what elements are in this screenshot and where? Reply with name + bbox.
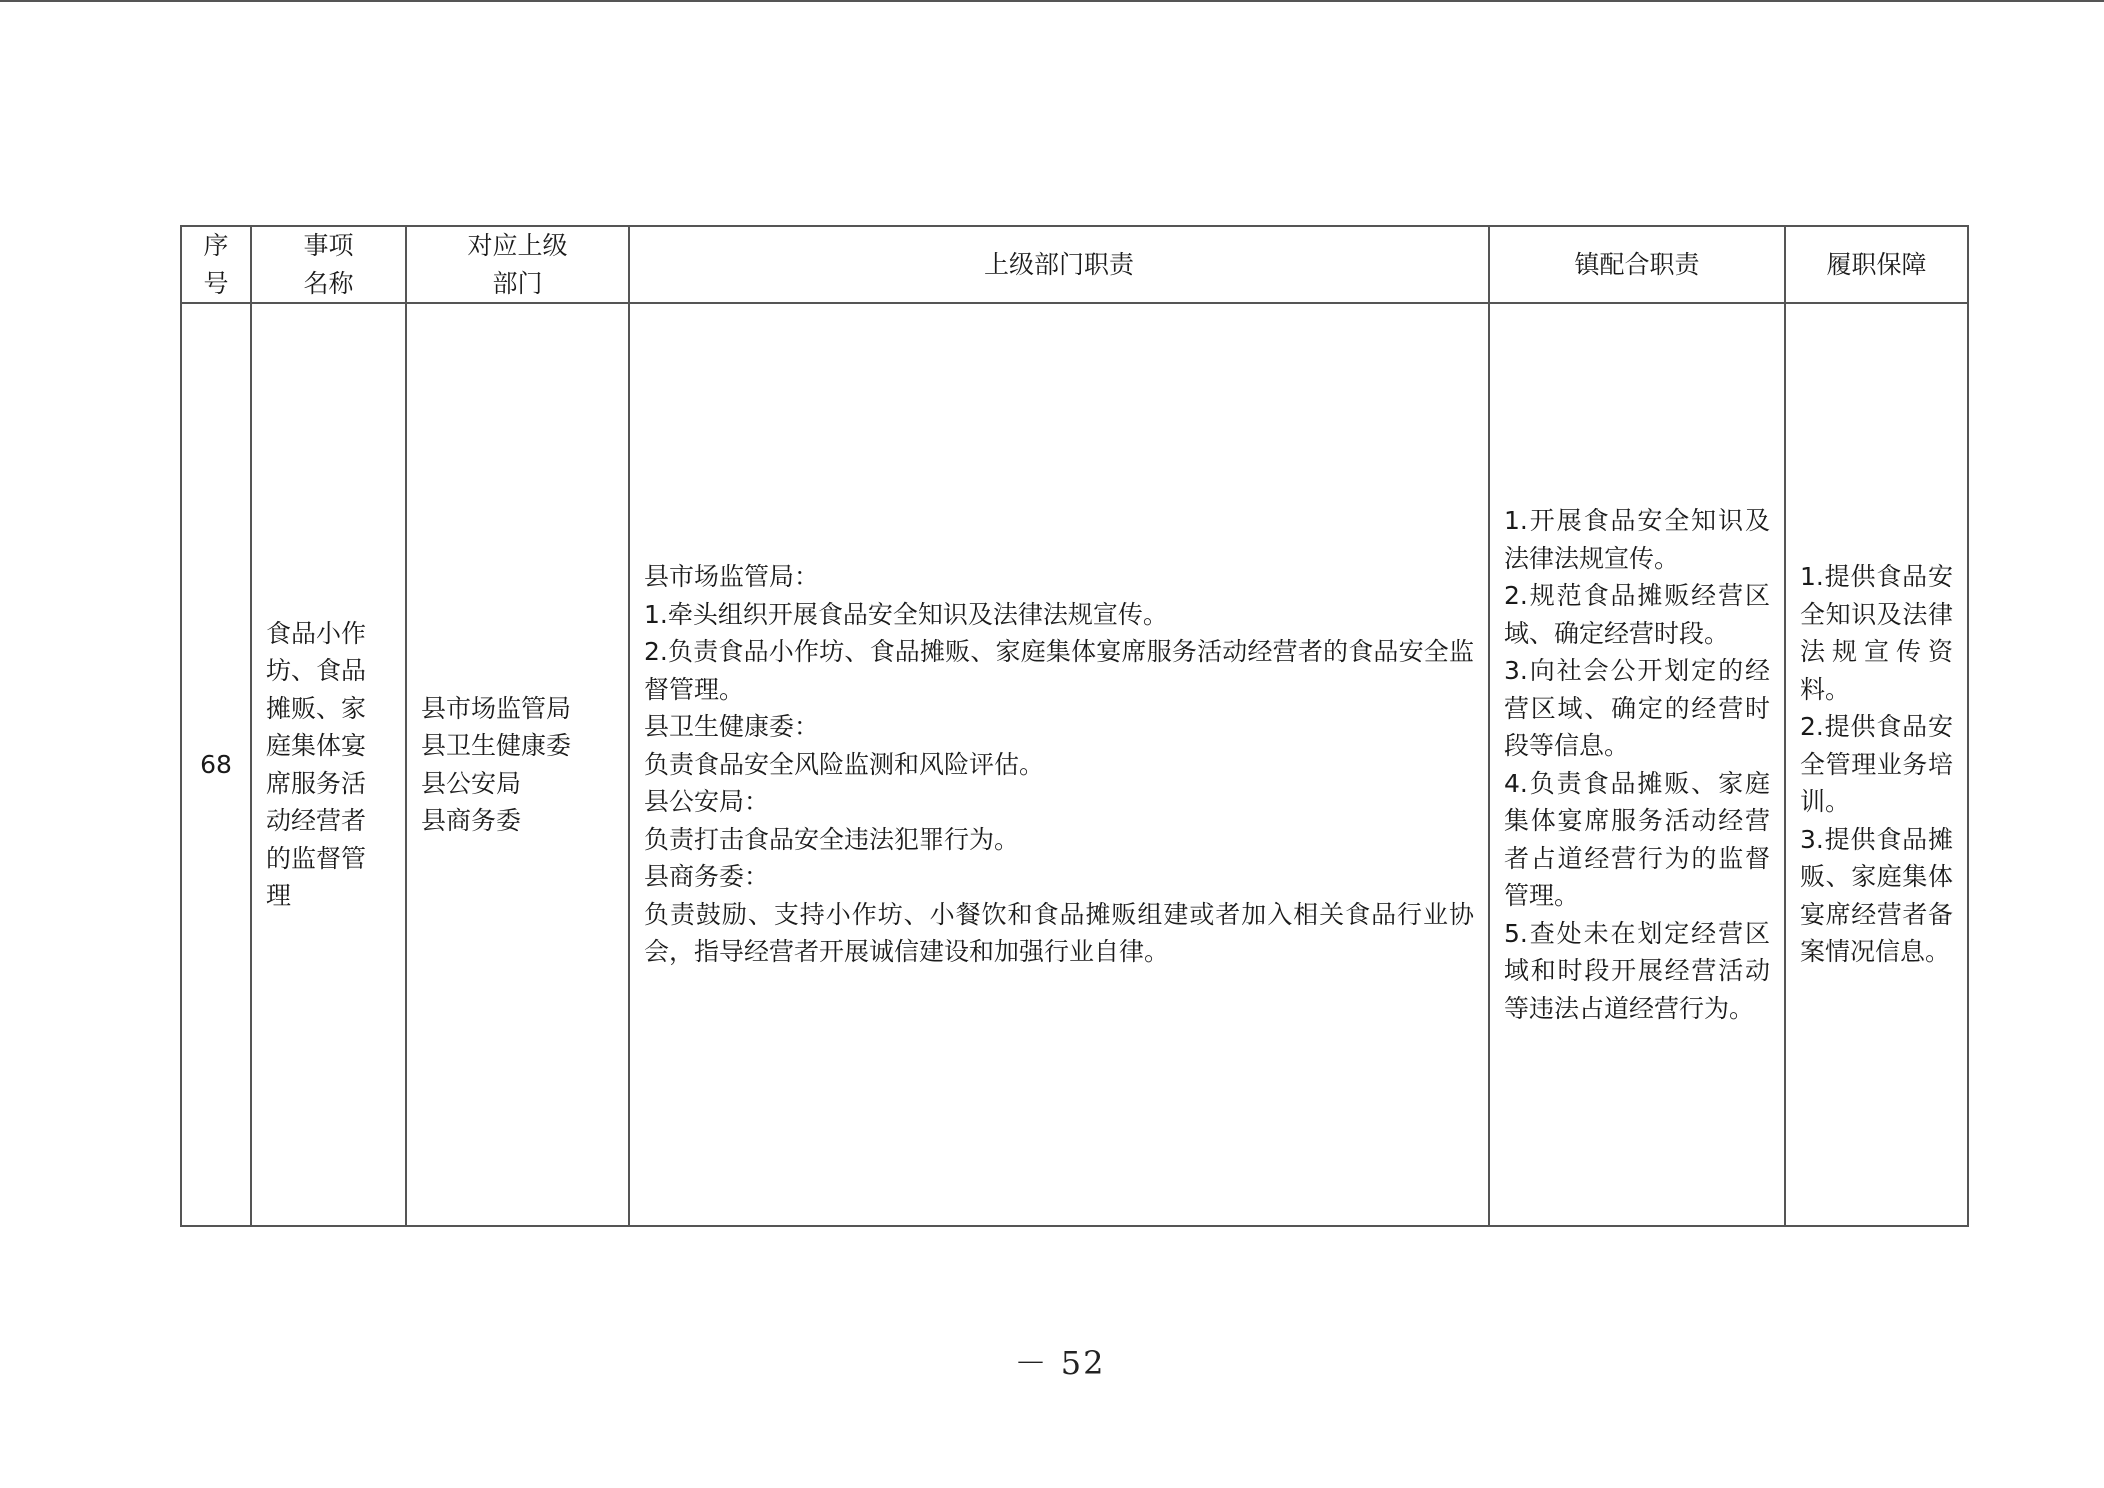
department-cell [406, 303, 629, 1226]
town-duty-line: 3.向社会公开划定的经营区域、确定的经营时段等信息。 [1504, 656, 1770, 760]
item-name-cell [251, 303, 406, 1226]
duty-line: 1.牵头组织开展食品安全知识及法律法规宣传。 [644, 599, 1168, 629]
guarantee-line: 2.提供食品安全管理业务培训。 [1800, 712, 1953, 817]
guarantee-line: 1.提供食品安全知识及法律法规宣传资料。 [1800, 562, 1953, 704]
item-name-line: 食品小作 [266, 618, 367, 648]
header-item-name-line: 事项 [303, 231, 354, 260]
header-department [406, 226, 629, 303]
duty-line: 负责打击食品安全违法犯罪行为。 [644, 824, 1020, 854]
row-number: 68 [181, 303, 251, 1226]
department-item: 县市场监管局 [421, 693, 572, 723]
header-superior-duties: 上级部门职责 [629, 226, 1489, 303]
town-duty-line: 1.开展食品安全知识及法律法规宣传。 [1504, 506, 1770, 573]
item-name-line: 席服务活 [266, 768, 367, 798]
item-name-line: 的监督管 [266, 843, 367, 873]
town-duty-line: 4.负责食品摊贩、家庭集体宴席服务活动经营者占道经营行为的监督管理。 [1504, 768, 1770, 910]
duty-table [180, 225, 1969, 1227]
town-duty-line: 5.查处未在划定经营区域和时段开展经营活动等违法占道经营行为。 [1504, 918, 1770, 1023]
department-item: 县公安局 [421, 768, 522, 798]
town-duties-cell [1489, 303, 1785, 1226]
table-header-row [181, 226, 1968, 303]
item-name-line: 摊贩、家 [266, 693, 367, 723]
department-item: 县卫生健康委 [421, 731, 572, 760]
header-number-line: 号 [203, 268, 229, 298]
table-row [181, 303, 1968, 1226]
page-number: － 52 [1014, 1344, 1106, 1382]
item-name-line: 动经营者 [266, 806, 367, 835]
duty-line: 2.负责食品小作坊、食品摊贩、家庭集体宴席服务活动经营者的食品安全监督管理。 [644, 637, 1474, 704]
duty-line: 县公安局： [644, 787, 770, 817]
item-name-line: 庭集体宴 [266, 731, 367, 760]
header-number-line: 序 [203, 231, 229, 260]
header-department-line: 对应上级 [467, 231, 568, 260]
department-item: 县商务委 [421, 806, 522, 835]
item-name-line: 理 [266, 881, 292, 910]
superior-duties-cell [629, 303, 1489, 1226]
duty-line: 负责鼓励、支持小作坊、小餐饮和食品摊贩组建或者加入相关食品行业协会，指导经营者开展诚信建设和加强行业自律。 [644, 899, 1474, 967]
duty-line: 县卫生健康委： [644, 712, 820, 742]
town-duty-line: 2.规范食品摊贩经营区域、确定经营时段。 [1504, 581, 1770, 648]
duty-line: 县市场监管局： [644, 562, 820, 592]
guarantee-cell [1785, 303, 1968, 1226]
guarantee-line: 3.提供食品摊贩、家庭集体宴席经营者备案情况信息。 [1800, 824, 1953, 967]
header-number [181, 226, 251, 303]
header-guarantee: 履职保障 [1785, 226, 1968, 303]
header-item-name-line: 名称 [303, 268, 354, 298]
header-item-name [251, 226, 406, 303]
header-department-line: 部门 [492, 268, 543, 298]
duty-line: 县商务委： [644, 862, 770, 892]
header-town-duties: 镇配合职责 [1489, 226, 1785, 303]
top-border-line [0, 0, 2104, 2]
duty-line: 负责食品安全风险监测和风险评估。 [644, 749, 1045, 779]
item-name-line: 坊、食品 [266, 656, 367, 685]
